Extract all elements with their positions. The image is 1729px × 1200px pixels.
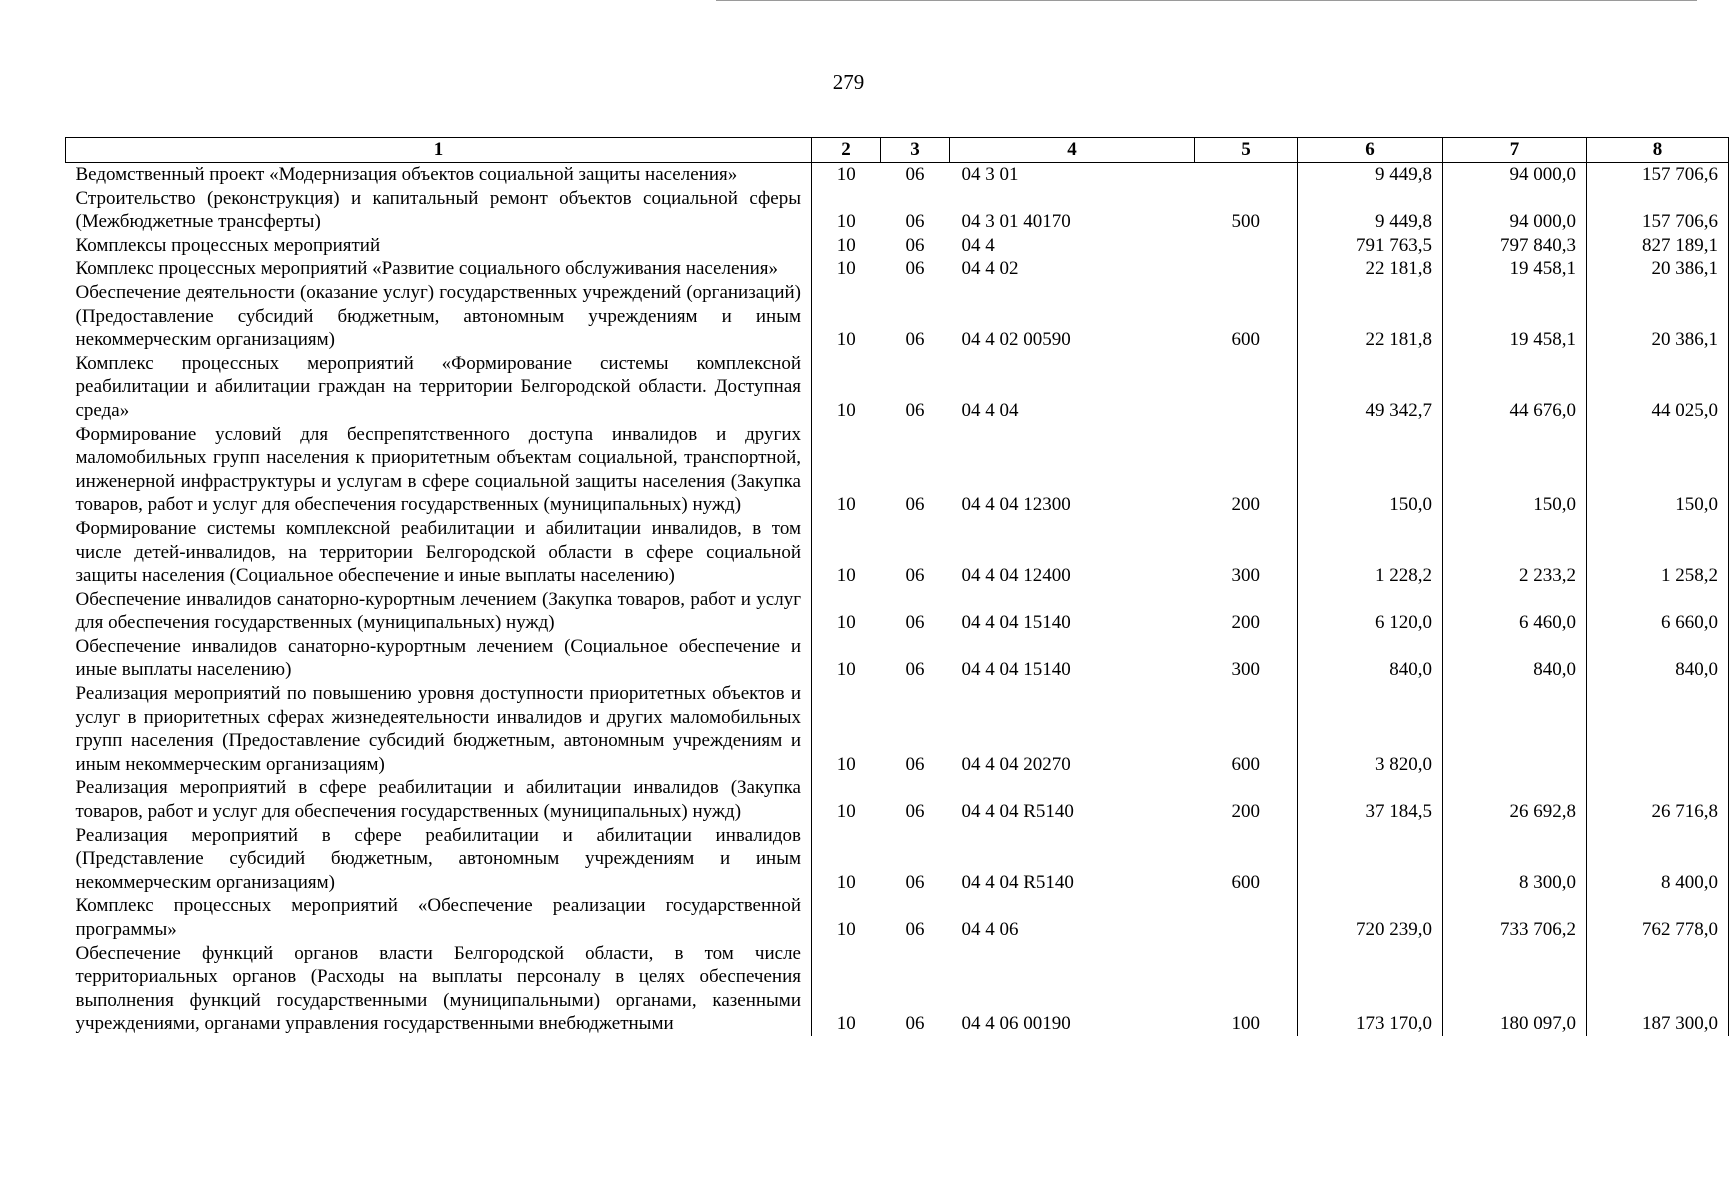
row-name-cell: Строительство (реконструкция) и капитальный ремонт объектов социальной сферы (Межбюджетные трансферты) xyxy=(66,187,812,234)
table-row xyxy=(66,163,1729,187)
target-article-cell: 04 4 04 R5140 xyxy=(961,871,1074,893)
row-name-cell: Ведомственный проект «Модернизация объектов социальной защиты населения» xyxy=(66,163,812,187)
section-code-cell: 10 xyxy=(836,399,856,421)
section-code-cell: 10 xyxy=(836,164,856,185)
amount-col7-cell: 26 692,8 xyxy=(1443,776,1587,823)
table-row xyxy=(66,588,1729,635)
row-name-cell: Обеспечение инвалидов санаторно-курортным лечением (Социальное обеспечение и иные выплаты населению) xyxy=(66,635,812,682)
amount-col7-cell: 733 706,2 xyxy=(1443,894,1587,941)
target-article-cell: 04 4 04 20270 xyxy=(961,753,1071,775)
table-row xyxy=(66,187,1729,234)
section-code-cell: 10 xyxy=(836,871,856,893)
amount-col6-cell: 150,0 xyxy=(1298,423,1443,517)
amount-col7-cell: 94 000,0 xyxy=(1443,187,1587,234)
amount-col8-cell: 157 706,6 xyxy=(1587,187,1729,234)
expense-type-cell xyxy=(1195,894,1298,941)
amount-col6-cell: 6 120,0 xyxy=(1298,588,1443,635)
subsection-code-cell: 06 xyxy=(905,399,925,421)
amount-col7-cell: 150,0 xyxy=(1443,423,1587,517)
page-number: 279 xyxy=(832,70,865,94)
amount-col7-cell: 94 000,0 xyxy=(1443,163,1587,187)
expense-type-cell xyxy=(1195,163,1298,187)
top-border-line xyxy=(716,0,1697,1)
target-article-cell: 04 4 02 00590 xyxy=(961,329,1071,351)
subsection-code-cell: 06 xyxy=(905,871,925,893)
table-row xyxy=(66,352,1729,423)
expense-type-cell: 600 xyxy=(1231,871,1260,893)
table-row xyxy=(66,776,1729,823)
target-article-cell: 04 4 04 12400 xyxy=(961,565,1071,587)
table-row xyxy=(66,257,1729,281)
amount-col8-cell: 8 400,0 xyxy=(1587,824,1729,895)
amount-col7-cell: 19 458,1 xyxy=(1443,281,1587,352)
expense-type-cell: 200 xyxy=(1231,612,1260,634)
target-article-cell: 04 4 06 00190 xyxy=(961,1013,1071,1035)
row-name-cell: Формирование системы комплексной реабилитации и абилитации инвалидов, в том числе детей-инвалидов, на территории Белгородской области в сфере социальной защиты населения (Социальное обеспечение и иные выплаты населению) xyxy=(66,517,812,588)
row-name-cell: Реализация мероприятий в сфере реабилитации и абилитации инвалидов (Представление субсидий бюджетным, автономным учреждениям и иным некоммерческим организациям) xyxy=(66,824,812,895)
target-article-cell: 04 4 04 xyxy=(961,399,1019,421)
table-header-row xyxy=(66,138,1729,163)
table-row xyxy=(66,635,1729,682)
expense-type-cell: 300 xyxy=(1231,659,1260,681)
section-code-cell: 10 xyxy=(836,1013,856,1035)
table-row xyxy=(66,423,1729,517)
column-header: 7 xyxy=(1443,138,1587,163)
section-code-cell: 10 xyxy=(836,234,856,256)
section-code-cell: 10 xyxy=(836,211,856,233)
column-header: 2 xyxy=(812,138,881,163)
amount-col6-cell: 22 181,8 xyxy=(1298,257,1443,281)
expense-type-cell xyxy=(1195,352,1298,423)
section-code-cell: 10 xyxy=(836,494,856,516)
row-name-cell: Комплекс процессных мероприятий «Формирование системы комплексной реабилитации и абилитации граждан на территории Белгородской области. Доступная среда» xyxy=(66,352,812,423)
subsection-code-cell: 06 xyxy=(905,565,925,587)
section-code-cell: 10 xyxy=(836,612,856,634)
table-row xyxy=(66,942,1729,1036)
subsection-code-cell: 06 xyxy=(905,659,925,681)
budget-table xyxy=(65,137,1729,1036)
amount-col8-cell: 20 386,1 xyxy=(1587,281,1729,352)
row-name-cell: Реализация мероприятий в сфере реабилитации и абилитации инвалидов (Закупка товаров, работ и услуг для обеспечения государственных (муниципальных) нужд) xyxy=(66,776,812,823)
expense-type-cell: 600 xyxy=(1231,753,1260,775)
expense-type-cell: 600 xyxy=(1231,329,1260,351)
amount-col7-cell: 19 458,1 xyxy=(1443,257,1587,281)
expense-type-cell: 200 xyxy=(1231,494,1260,516)
amount-col6-cell: 840,0 xyxy=(1298,635,1443,682)
subsection-code-cell: 06 xyxy=(905,234,925,256)
subsection-code-cell: 06 xyxy=(905,1013,925,1035)
section-code-cell: 10 xyxy=(836,258,856,280)
amount-col6-cell: 22 181,8 xyxy=(1298,281,1443,352)
subsection-code-cell: 06 xyxy=(905,329,925,351)
table-row xyxy=(66,517,1729,588)
target-article-cell: 04 4 04 R5140 xyxy=(961,801,1074,823)
column-header: 6 xyxy=(1298,138,1443,163)
target-article-cell: 04 4 06 xyxy=(961,919,1019,940)
target-article-cell: 04 4 04 15140 xyxy=(961,612,1071,634)
section-code-cell: 10 xyxy=(836,329,856,351)
amount-col7-cell: 6 460,0 xyxy=(1443,588,1587,635)
subsection-code-cell: 06 xyxy=(905,211,925,233)
target-article-cell: 04 4 04 15140 xyxy=(961,659,1071,681)
row-name-cell: Комплексы процессных мероприятий xyxy=(66,234,812,258)
subsection-code-cell: 06 xyxy=(905,164,925,185)
subsection-code-cell: 06 xyxy=(905,258,925,280)
column-header: 3 xyxy=(881,138,950,163)
amount-col8-cell: 26 716,8 xyxy=(1587,776,1729,823)
section-code-cell: 10 xyxy=(836,753,856,775)
row-name-cell: Обеспечение функций органов власти Белгородской области, в том числе территориальных органов (Расходы на выплаты персоналу в целях обеспечения выполнения функций государственными (муниципальными) органами, казенными учреждениями, органами управления государственными внебюджетными xyxy=(66,942,812,1036)
amount-col7-cell: 2 233,2 xyxy=(1443,517,1587,588)
amount-col6-cell: 9 449,8 xyxy=(1298,163,1443,187)
expense-type-cell: 300 xyxy=(1231,565,1260,587)
target-article-cell: 04 4 02 xyxy=(961,258,1019,280)
column-header: 4 xyxy=(950,138,1195,163)
expense-type-cell: 500 xyxy=(1231,211,1260,233)
section-code-cell: 10 xyxy=(836,565,856,587)
amount-col8-cell: 6 660,0 xyxy=(1587,588,1729,635)
row-name-cell: Обеспечение деятельности (оказание услуг) государственных учреждений (организаций) (Предоставление субсидий бюджетным, автономным учреждениям и иным некоммерческим организациям) xyxy=(66,281,812,352)
row-name-cell: Формирование условий для беспрепятственного доступа инвалидов и других маломобильных групп населения к приоритетным объектам социальной, транспортной, инженерной инфраструктуры и услугам в сфере социальной защиты населения (Закупка товаров, работ и услуг для обеспечения государственных (муниципальных) нужд) xyxy=(66,423,812,517)
row-name-cell: Реализация мероприятий по повышению уровня доступности приоритетных объектов и услуг в приоритетных сферах жизнедеятельности инвалидов и других маломобильных групп населения (Предоставление субсидий бюджетным, автономным учреждениям и иным некоммерческим организациям) xyxy=(66,682,812,776)
amount-col7-cell: 44 676,0 xyxy=(1443,352,1587,423)
column-header: 8 xyxy=(1587,138,1729,163)
table-row xyxy=(66,894,1729,941)
amount-col6-cell: 37 184,5 xyxy=(1298,776,1443,823)
section-code-cell: 10 xyxy=(836,919,856,940)
target-article-cell: 04 3 01 xyxy=(961,164,1019,185)
amount-col7-cell: 797 840,3 xyxy=(1443,234,1587,258)
expense-type-cell: 100 xyxy=(1231,1013,1260,1035)
amount-col6-cell: 720 239,0 xyxy=(1298,894,1443,941)
subsection-code-cell: 06 xyxy=(905,494,925,516)
expense-type-cell: 200 xyxy=(1231,801,1260,823)
amount-col6-cell: 3 820,0 xyxy=(1298,682,1443,776)
expense-type-cell xyxy=(1195,234,1298,258)
row-name-cell: Обеспечение инвалидов санаторно-курортным лечением (Закупка товаров, работ и услуг для обеспечения государственных (муниципальных) нужд) xyxy=(66,588,812,635)
target-article-cell: 04 3 01 40170 xyxy=(961,211,1071,233)
amount-col6-cell: 791 763,5 xyxy=(1298,234,1443,258)
amount-col7-cell: 8 300,0 xyxy=(1443,824,1587,895)
amount-col6-cell: 49 342,7 xyxy=(1298,352,1443,423)
table-row xyxy=(66,234,1729,258)
amount-col8-cell xyxy=(1587,682,1729,776)
amount-col8-cell: 187 300,0 xyxy=(1587,942,1729,1036)
section-code-cell: 10 xyxy=(836,659,856,681)
row-name-cell: Комплекс процессных мероприятий «Развитие социального обслуживания населения» xyxy=(66,257,812,281)
target-article-cell: 04 4 04 12300 xyxy=(961,494,1071,516)
table-row xyxy=(66,824,1729,895)
amount-col6-cell xyxy=(1298,824,1443,895)
amount-col8-cell: 44 025,0 xyxy=(1587,352,1729,423)
row-name-cell: Комплекс процессных мероприятий «Обеспечение реализации государственной программы» xyxy=(66,894,812,941)
column-header: 1 xyxy=(66,138,812,163)
table-row xyxy=(66,281,1729,352)
amount-col8-cell: 157 706,6 xyxy=(1587,163,1729,187)
target-article-cell: 04 4 xyxy=(961,234,995,256)
column-header: 5 xyxy=(1195,138,1298,163)
table-row xyxy=(66,682,1729,776)
amount-col6-cell: 173 170,0 xyxy=(1298,942,1443,1036)
subsection-code-cell: 06 xyxy=(905,612,925,634)
amount-col8-cell: 840,0 xyxy=(1587,635,1729,682)
section-code-cell: 10 xyxy=(836,801,856,823)
subsection-code-cell: 06 xyxy=(905,919,925,940)
expense-type-cell xyxy=(1195,257,1298,281)
subsection-code-cell: 06 xyxy=(905,753,925,775)
amount-col8-cell: 150,0 xyxy=(1587,423,1729,517)
amount-col6-cell: 1 228,2 xyxy=(1298,517,1443,588)
amount-col7-cell: 180 097,0 xyxy=(1443,942,1587,1036)
amount-col7-cell xyxy=(1443,682,1587,776)
amount-col8-cell: 762 778,0 xyxy=(1587,894,1729,941)
amount-col8-cell: 1 258,2 xyxy=(1587,517,1729,588)
amount-col6-cell: 9 449,8 xyxy=(1298,187,1443,234)
amount-col7-cell: 840,0 xyxy=(1443,635,1587,682)
amount-col8-cell: 827 189,1 xyxy=(1587,234,1729,258)
subsection-code-cell: 06 xyxy=(905,801,925,823)
amount-col8-cell: 20 386,1 xyxy=(1587,257,1729,281)
